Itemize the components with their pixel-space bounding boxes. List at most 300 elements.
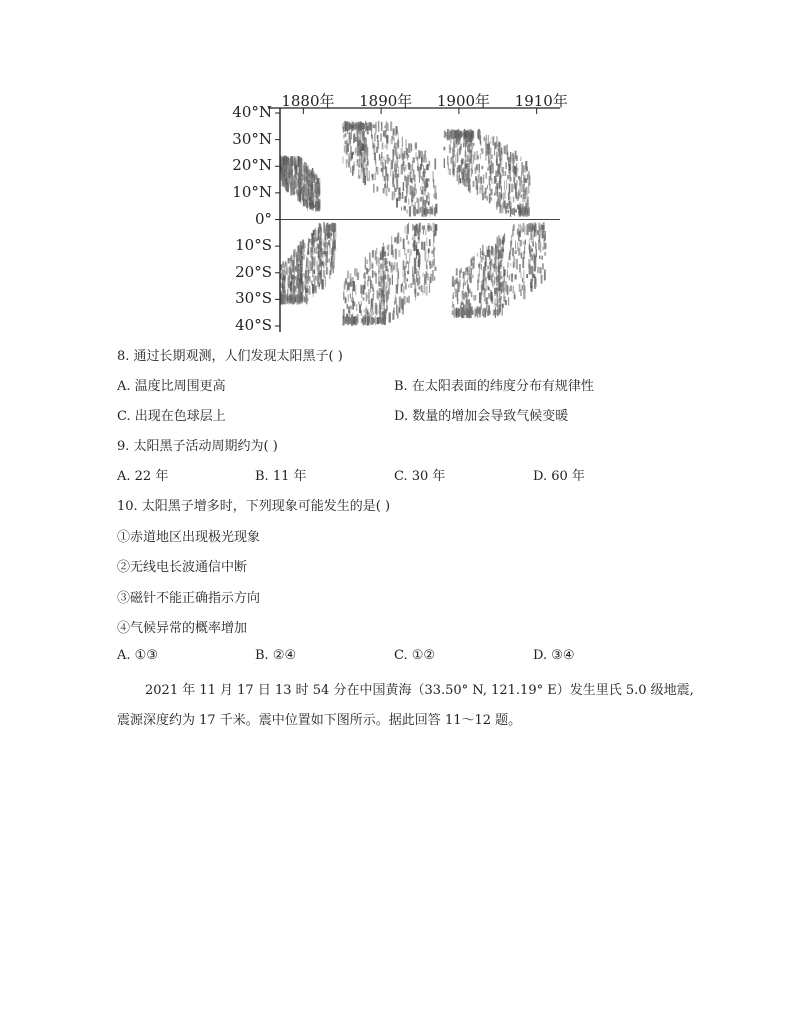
sunspot-mark (300, 182, 301, 186)
sunspot-mark (469, 309, 470, 316)
sunspot-mark (397, 278, 399, 287)
sunspot-mark (397, 153, 398, 162)
sunspot-mark (411, 143, 412, 151)
sunspot-mark (314, 285, 316, 291)
sunspot-mark (367, 310, 369, 315)
sunspot-mark (330, 224, 332, 232)
sunspot-mark (421, 190, 423, 194)
sunspot-mark (469, 153, 470, 162)
sunspot-mark (286, 178, 287, 184)
sunspot-mark (515, 209, 517, 212)
sunspot-mark (361, 173, 362, 179)
sunspot-mark (428, 192, 429, 199)
sunspot-mark (543, 240, 545, 250)
sunspot-mark (311, 267, 313, 271)
sunspot-mark (383, 300, 385, 307)
sunspot-mark (416, 189, 417, 194)
sunspot-mark (404, 151, 406, 159)
sunspot-mark (429, 261, 431, 266)
sunspot-mark (381, 152, 382, 159)
sunspot-mark (378, 317, 380, 324)
sunspot-mark (489, 270, 491, 280)
sunspot-mark (334, 223, 336, 231)
sunspot-mark (371, 307, 373, 316)
sunspot-mark (422, 226, 424, 230)
sunspot-mark (539, 222, 540, 232)
sunspot-mark (520, 289, 522, 296)
sunspot-mark (423, 273, 424, 277)
sunspot-mark (524, 226, 525, 235)
sunspot-mark (320, 276, 321, 281)
sunspot-mark (429, 239, 431, 246)
sunspot-mark (510, 205, 511, 210)
sunspot-mark (352, 277, 354, 287)
sunspot-mark (376, 248, 377, 255)
sunspot-mark (365, 155, 366, 165)
sunspot-mark (344, 145, 345, 152)
sunspot-mark (456, 309, 458, 316)
sunspot-mark (287, 289, 288, 294)
sunspot-mark (479, 308, 481, 317)
sunspot-mark (481, 251, 483, 255)
sunspot-mark (384, 157, 385, 161)
sunspot-mark (479, 187, 480, 194)
sunspot-mark (315, 276, 316, 280)
sunspot-mark (399, 154, 400, 159)
sunspot-mark (350, 306, 352, 310)
sunspot-mark (403, 271, 404, 277)
sunspot-mark (393, 174, 394, 181)
question-8-option-d[interactable]: D. 数量的增加会导致气候变暖 (394, 409, 569, 424)
sunspot-mark (394, 262, 396, 270)
sunspot-mark (398, 268, 399, 278)
sunspot-mark (289, 172, 290, 180)
sunspot-mark (421, 285, 423, 292)
sunspot-mark (501, 148, 502, 155)
sunspot-mark (363, 285, 365, 295)
sunspot-mark (494, 193, 495, 196)
sunspot-mark (514, 291, 515, 299)
sunspot-mark (391, 161, 393, 170)
sunspot-mark (428, 161, 430, 167)
sunspot-mark (402, 192, 404, 199)
sunspot-mark (389, 261, 391, 266)
sunspot-mark (392, 136, 393, 139)
sunspot-mark (301, 246, 303, 255)
sunspot-mark (290, 281, 292, 291)
sunspot-mark (380, 257, 382, 260)
sunspot-mark (303, 251, 305, 255)
sunspot-mark (394, 129, 395, 135)
sunspot-mark (408, 296, 409, 304)
sunspot-mark (343, 157, 344, 164)
sunspot-mark (459, 270, 461, 278)
sunspot-mark (544, 252, 546, 256)
sunspot-mark (366, 168, 368, 178)
sunspot-mark (326, 267, 328, 275)
sunspot-mark (533, 243, 534, 247)
sunspot-mark (380, 265, 381, 276)
sunspot-mark (396, 198, 397, 207)
sunspot-mark (467, 141, 468, 144)
sunspot-mark (357, 131, 358, 141)
sunspot-mark (480, 141, 482, 146)
question-10-option-d[interactable]: D. ③④ (533, 648, 575, 663)
sunspot-mark (512, 274, 513, 277)
sunspot-mark (296, 263, 298, 272)
sunspot-mark (486, 283, 487, 292)
sunspot-mark (518, 204, 520, 213)
sunspot-mark (363, 172, 365, 183)
sunspot-mark (424, 189, 425, 195)
sunspot-mark (406, 253, 407, 259)
sunspot-mark (492, 248, 494, 256)
sunspot-mark (307, 167, 309, 173)
sunspot-mark (469, 277, 471, 283)
sunspot-mark (535, 226, 536, 229)
sunspot-mark (385, 176, 386, 185)
sunspot-mark (375, 123, 376, 129)
sunspot-mark (477, 280, 479, 291)
sunspot-mark (422, 178, 424, 182)
question-8-option-b[interactable]: B. 在太阳表面的纬度分布有规律性 (394, 379, 594, 394)
sunspot-mark (308, 189, 309, 194)
sunspot-mark (358, 136, 359, 144)
sunspot-mark (393, 137, 394, 141)
question-9-option-b[interactable]: B. 11 年 (255, 469, 307, 484)
sunspot-mark (476, 306, 478, 313)
passage-line-2: 震源深度约为 17 千米。震中位置如下图所示。据此回答 11～12 题。 (117, 713, 522, 728)
sunspot-mark (309, 286, 311, 295)
sunspot-mark (383, 131, 385, 137)
sunspot-mark (289, 162, 291, 172)
sunspot-mark (312, 171, 314, 174)
sunspot-mark (345, 133, 346, 137)
sunspot-mark (450, 147, 451, 150)
sunspot-mark (532, 267, 533, 274)
sunspot-mark (289, 271, 291, 281)
sunspot-mark (444, 131, 445, 138)
sunspot-mark (502, 172, 504, 176)
sunspot-mark (488, 287, 490, 290)
sunspot-mark (489, 310, 491, 315)
sunspot-mark (323, 262, 324, 268)
sunspot-mark (373, 184, 375, 193)
sunspot-mark (499, 192, 501, 202)
sunspot-mark (393, 307, 395, 313)
sunspot-mark (409, 206, 411, 217)
sunspot-mark (313, 247, 314, 255)
sunspot-mark (523, 207, 524, 217)
sunspot-mark (308, 173, 310, 178)
sunspot-mark (413, 240, 415, 251)
sunspot-mark (404, 206, 406, 210)
sunspot-mark (324, 225, 326, 230)
sunspot-mark (530, 230, 532, 241)
sunspot-mark (494, 257, 496, 267)
sunspot-mark (500, 276, 502, 279)
question-10-item-3: ③磁针不能正确指示方向 (117, 591, 261, 606)
sunspot-mark (485, 155, 486, 161)
sunspot-mark (450, 132, 452, 136)
sunspot-mark (506, 180, 507, 190)
question-9-option-a[interactable]: A. 22 年 (117, 469, 169, 484)
sunspot-mark (386, 292, 387, 301)
sunspot-mark (499, 288, 500, 294)
sunspot-mark (357, 318, 359, 324)
sunspot-mark (469, 273, 471, 277)
sunspot-mark (489, 250, 490, 260)
sunspot-mark (313, 174, 315, 181)
sunspot-mark (404, 167, 405, 172)
sunspot-mark (350, 167, 351, 173)
sunspot-mark (387, 253, 388, 256)
sunspot-mark (425, 158, 427, 163)
sunspot-mark (407, 175, 409, 186)
sunspot-mark (314, 248, 315, 253)
sunspot-mark (473, 295, 475, 301)
sunspot-mark (523, 223, 525, 232)
sunspot-mark (499, 142, 501, 146)
sunspot-mark (360, 150, 362, 155)
sunspot-mark (309, 261, 311, 266)
sunspot-mark (395, 160, 396, 166)
sunspot-mark (344, 124, 346, 129)
sunspot-mark (525, 240, 526, 246)
sunspot-mark (343, 134, 344, 138)
sunspot-mark (471, 137, 472, 145)
sunspot-mark (378, 258, 380, 264)
sunspot-mark (485, 308, 486, 317)
sunspot-mark (420, 222, 421, 232)
sunspot-mark (364, 272, 365, 279)
sunspot-mark (375, 159, 376, 166)
sunspot-mark (363, 316, 364, 326)
sunspot-mark (346, 318, 347, 324)
sunspot-mark (484, 137, 485, 142)
sunspot-mark (492, 163, 493, 173)
question-10-option-a[interactable]: A. ①③ (117, 648, 158, 663)
sunspot-mark (490, 165, 492, 173)
sunspot-mark (313, 270, 315, 274)
sunspot-mark (315, 182, 317, 188)
sunspot-cluster-2 (343, 121, 438, 217)
sunspot-mark (346, 314, 348, 319)
sunspot-mark (488, 271, 490, 277)
sunspot-mark (333, 237, 334, 242)
sunspot-mark (367, 317, 369, 325)
sunspot-mark (366, 268, 368, 274)
sunspot-mark (407, 153, 408, 160)
sunspot-mark (384, 251, 386, 256)
sunspot-mark (361, 292, 362, 298)
sunspot-mark (419, 167, 421, 177)
sunspot-mark (408, 143, 410, 153)
sunspot-mark (301, 258, 302, 261)
sunspot-mark (489, 194, 491, 204)
sunspot-mark (528, 207, 530, 216)
sunspot-mark (482, 185, 484, 195)
sunspot-mark (452, 148, 454, 158)
sunspot-mark (375, 273, 377, 284)
sunspot-mark (518, 248, 520, 256)
sunspot-mark (467, 154, 468, 158)
sunspot-mark (395, 298, 397, 305)
sunspot-mark (520, 157, 521, 162)
sunspot-mark (363, 162, 364, 173)
sunspot-mark (510, 177, 511, 181)
sunspot-mark (413, 157, 415, 163)
sunspot-mark (317, 237, 318, 242)
sunspot-mark (508, 165, 510, 174)
sunspot-mark (314, 238, 316, 244)
sunspot-mark (456, 130, 458, 139)
sunspot-mark (348, 157, 350, 164)
sunspot-mark (486, 135, 487, 139)
sunspot-mark (537, 230, 539, 235)
sunspot-mark (357, 162, 359, 166)
sunspot-mark (530, 266, 532, 275)
sunspot-mark (292, 294, 294, 304)
sunspot-mark (392, 191, 394, 200)
sunspot-mark (459, 174, 460, 183)
sunspot-mark (407, 279, 409, 282)
sunspot-mark (290, 261, 291, 268)
sunspot-mark (396, 129, 398, 134)
sunspot-mark (321, 268, 322, 272)
sunspot-mark (405, 273, 406, 279)
sunspot-mark (370, 307, 371, 312)
sunspot-mark (502, 237, 503, 244)
sunspot-mark (308, 243, 310, 254)
question-10-option-c[interactable]: C. ①② (394, 648, 436, 663)
sunspot-mark (513, 286, 514, 294)
sunspot-mark (486, 196, 488, 201)
sunspot-mark (356, 304, 357, 311)
sunspot-mark (481, 303, 482, 310)
sunspot-mark (412, 266, 413, 277)
question-9-option-d[interactable]: D. 60 年 (533, 469, 585, 484)
sunspot-mark (418, 260, 420, 268)
sunspot-mark (372, 264, 374, 269)
question-8-option-a[interactable]: A. 温度比周围更高 (117, 379, 226, 394)
sunspot-mark (510, 196, 511, 204)
sunspot-mark (289, 294, 290, 305)
sunspot-mark (485, 145, 487, 155)
sunspot-mark (513, 224, 515, 231)
question-10-option-b[interactable]: B. ②④ (255, 648, 297, 663)
sunspot-mark (386, 154, 388, 163)
sunspot-mark (494, 142, 496, 149)
sunspot-mark (428, 225, 430, 231)
sunspot-mark (294, 189, 295, 195)
sunspot-mark (394, 192, 395, 199)
sunspot-mark (396, 305, 398, 316)
sunspot-mark (419, 176, 420, 183)
sunspot-mark (381, 122, 383, 131)
sunspot-mark (304, 296, 305, 303)
sunspot-mark (351, 298, 352, 302)
sunspot-mark (397, 233, 399, 244)
sunspot-mark (532, 274, 534, 278)
sunspot-mark (459, 165, 461, 172)
sunspot-mark (299, 252, 301, 261)
sunspot-mark (352, 289, 353, 298)
sunspot-mark (313, 191, 315, 199)
sunspot-mark (543, 222, 544, 232)
sunspot-mark (458, 311, 459, 316)
sunspot-cluster-6 (452, 222, 547, 318)
sunspot-mark (403, 239, 405, 250)
sunspot-mark (510, 155, 512, 164)
sunspot-mark (424, 225, 425, 229)
sunspot-mark (330, 232, 332, 236)
sunspot-mark (354, 268, 355, 275)
sunspot-mark (364, 309, 365, 313)
sunspot-mark (360, 159, 361, 164)
sunspot-mark (311, 249, 313, 259)
sunspot-mark (500, 205, 501, 212)
sunspot-mark (505, 300, 507, 305)
question-10-item-2: ②无线电长波通信中断 (117, 560, 248, 575)
sunspot-mark (345, 144, 347, 154)
sunspot-mark (373, 125, 375, 128)
sunspot-mark (386, 135, 388, 144)
sunspot-mark (488, 293, 490, 299)
sunspot-mark (450, 139, 451, 144)
sunspot-mark (306, 266, 308, 274)
question-9-option-c[interactable]: C. 30 年 (394, 469, 446, 484)
sunspot-mark (387, 144, 388, 150)
sunspot-mark (354, 162, 355, 171)
sunspot-mark (451, 157, 452, 163)
sunspot-mark (435, 224, 437, 231)
y-tick-label: 30°S (235, 289, 272, 308)
sunspot-mark (477, 253, 478, 257)
sunspot-mark (447, 129, 448, 139)
sunspot-mark (297, 156, 298, 167)
sunspot-mark (431, 227, 432, 231)
sunspot-mark (540, 242, 542, 252)
sunspot-mark (499, 177, 500, 184)
sunspot-mark (351, 316, 352, 326)
sunspot-mark (314, 279, 316, 285)
sunspot-mark (281, 172, 283, 178)
sunspot-mark (542, 225, 543, 230)
sunspot-mark (475, 295, 476, 300)
sunspot-mark (283, 275, 284, 280)
sunspot-mark (348, 306, 350, 313)
sunspot-mark (525, 169, 526, 173)
y-tick-label: 0° (254, 209, 272, 228)
sunspot-mark (429, 284, 430, 293)
sunspot-mark (398, 196, 400, 201)
sunspot-mark (513, 196, 515, 202)
sunspot-mark (473, 143, 475, 146)
sunspot-mark (487, 144, 489, 154)
sunspot-mark (283, 167, 284, 174)
sunspot-mark (517, 242, 518, 251)
question-8-option-c[interactable]: C. 出现在色球层上 (117, 409, 226, 424)
sunspot-mark (404, 296, 406, 305)
sunspot-mark (464, 279, 465, 286)
sunspot-mark (508, 262, 509, 268)
sunspot-mark (396, 177, 398, 183)
sunspot-mark (487, 185, 488, 189)
sunspot-mark (425, 286, 427, 296)
sunspot-mark (420, 186, 421, 190)
sunspot-mark (536, 249, 537, 257)
